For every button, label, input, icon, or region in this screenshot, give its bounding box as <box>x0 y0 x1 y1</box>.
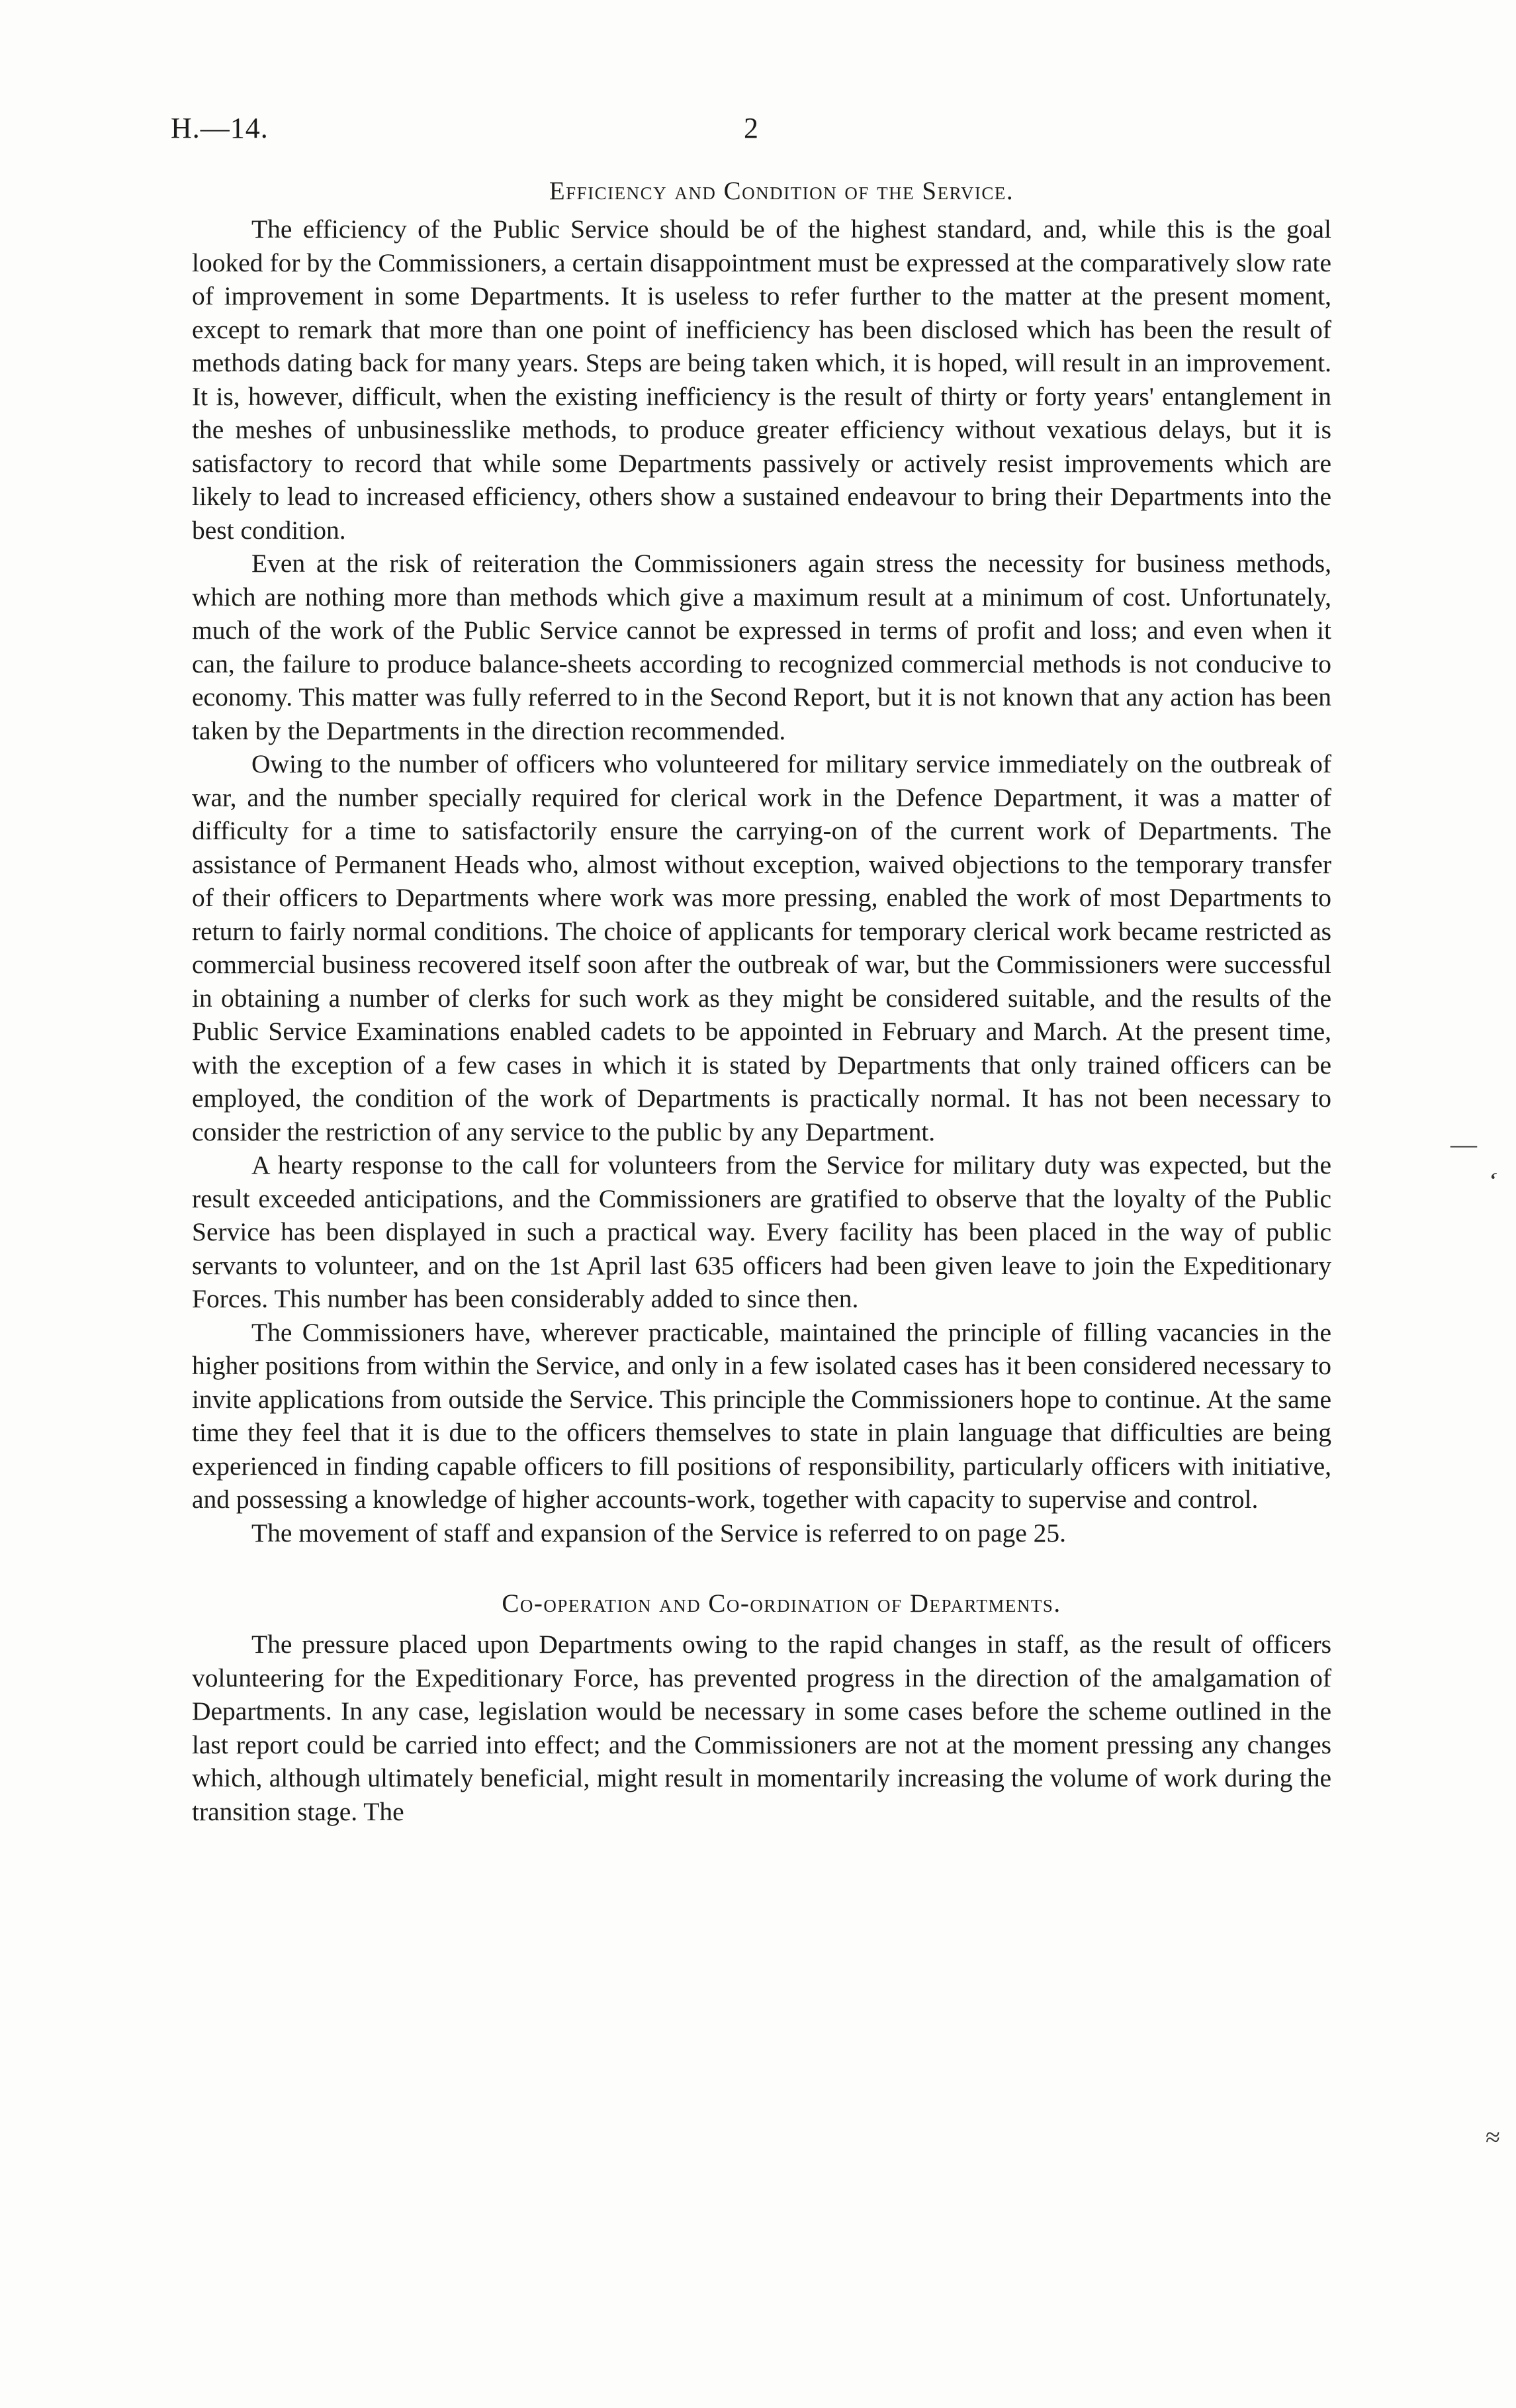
margin-mark-icon: — <box>1450 1129 1477 1159</box>
paragraph: The efficiency of the Public Service should be of the highest standard, and, while this is the goal looked for by the Commissioners, a certain disappointment must be expressed at the comparatively slow rate of improvement in some Departments. It is useless to refer further to the matter at the present moment, except to remark that more than one point of inefficiency has been disclosed which has been the result of methods dating back for many years. Steps are being taken which, it is hoped, will result in an improvement. It is, however, difficult, when the existing inefficiency is the result of thirty or forty years' entanglement in the meshes of unbusinesslike methods, to produce greater efficiency without vexatious delays, but it is satisfactory to record that while some Departments passively or actively resist improvements which are likely to lead to increased efficiency, others show a sustained endeavour to bring their Departments into the best condition. <box>192 214 1331 545</box>
paragraph: The pressure placed upon Departments owing to the rapid changes in staff, as the result of officers volunteering for the Expeditionary Force, has prevented progress in the direction of the amalgamation of Departments. In any case, legislation would be necessary in some cases before the scheme outlined in the last report could be carried into effect; and the Commissioners are not at the moment pressing any changes which, although ultimately beneficial, might result in momentarily increasing the volume of work during the transition stage. The <box>192 1630 1331 1826</box>
body-text <box>192 175 1331 1828</box>
page-header <box>171 111 1335 151</box>
paragraph: The movement of staff and expansion of the Service is referred to on page 25. <box>251 1518 1067 1548</box>
margin-mark-icon: ≈ <box>1486 2122 1500 2152</box>
section-heading-efficiency: Efficiency and Condition of the Service. <box>549 177 1014 205</box>
paragraph: Even at the risk of reiteration the Commissioners again stress the necessity for business methods, which are nothing more than methods which give a maximum result at a minimum of cost. Unfortunately, much of the work of the Public Service cannot be expressed in terms of profit and loss; and even when it can, the failure to produce balance-sheets according to recognized commercial methods is not conducive to economy. This matter was fully referred to in the Second Report, but it is not known that any action has been taken by the Departments in the direction recommended. <box>192 549 1331 745</box>
paragraph: Owing to the number of officers who volunteered for military service immediately on the outbreak of war, and the number specially required for clerical work in the Defence Department, it was a matter of difficulty for a time to satisfactorily ensure the carrying-on of the current work of Departments. The assistance of Permanent Heads who, almost without exception, waived objections to the temporary transfer of their officers to Departments where work was more pressing, enabled the work of most Departments to return to fairly normal conditions. The choice of applicants for temporary clerical work became restricted as commercial business recovered itself soon after the outbreak of war, but the Commissioners were successful in obtaining a number of clerks for such work as they might be considered suitable, and the results of the Public Service Examinations enabled cadets to be appointed in February and March. At the present time, with the exception of a few cases in which it is stated by Departments that only trained officers can be employed, the condition of the work of Departments is practically normal. It has not been necessary to consider the restriction of any service to the public by any Department. <box>192 749 1331 1146</box>
page-number: 2 <box>744 112 758 144</box>
paragraph: The Commissioners have, wherever practicable, maintained the principle of filling vacancies in the higher positions from within the Service, and only in a few isolated cases has it been considered necessary to invite applications from outside the Service. This principle the Commissioners hope to continue. At the same time they feel that it is due to the officers themselves to state in plain language that difficulties are being experienced in finding capable officers to fill positions of responsibility, particularly officers with initiative, and possessing a knowledge of higher accounts-work, together with capacity to supervise and control. <box>192 1317 1331 1514</box>
section-heading-cooperation: Co-operation and Co-ordination of Departments. <box>502 1589 1061 1618</box>
document-reference: H.—14. <box>171 112 269 144</box>
margin-mark-icon: ‘ <box>1482 1165 1501 1196</box>
paragraph: A hearty response to the call for volunteers from the Service for military duty was expected, but the result exceeded anticipations, and the Commissioners are gratified to observe that the loyalty of the Public Service has been displayed in such a practical way. Every facility has been placed in the way of public servants to volunteer, and on the 1st April last 635 officers had been given leave to join the Expeditionary Forces. This number has been considerably added to since then. <box>192 1150 1331 1313</box>
